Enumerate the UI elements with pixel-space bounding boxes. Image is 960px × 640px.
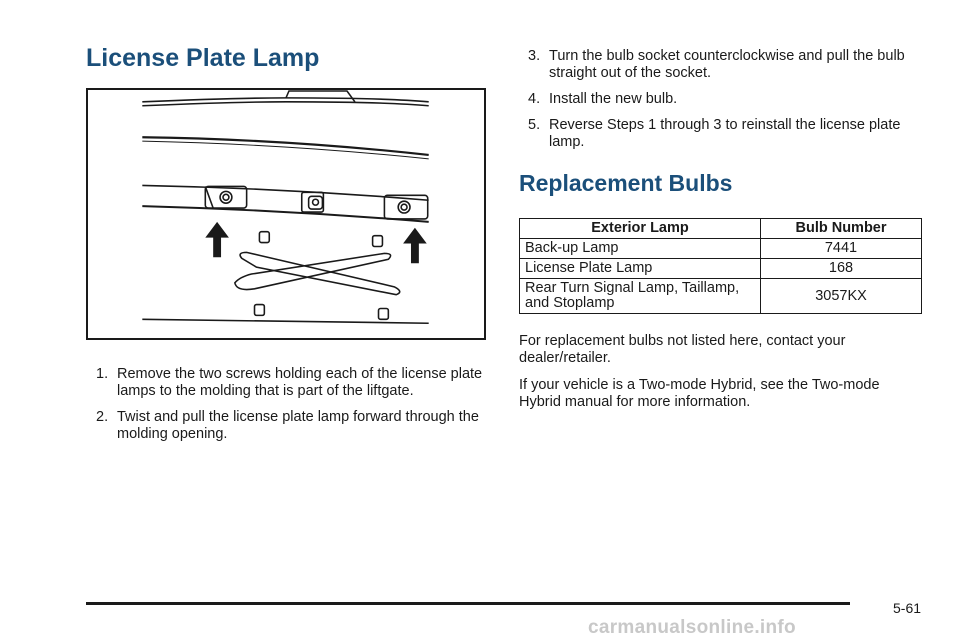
step-number: 4. xyxy=(528,91,541,107)
step-number: 3. xyxy=(528,48,541,64)
table-row xyxy=(520,239,922,259)
liftgate-molding-drawing xyxy=(88,90,484,338)
page-number: 5-61 xyxy=(893,600,922,616)
table-cell: License Plate Lamp xyxy=(520,259,761,279)
step-item xyxy=(528,91,922,108)
step-text: Reverse Steps 1 through 3 to reinstall the license plate lamp. xyxy=(549,117,901,150)
step-number: 1. xyxy=(96,366,109,382)
step-number: 5. xyxy=(528,117,541,133)
step-text: Twist and pull the license plate lamp forward through the molding opening. xyxy=(117,409,479,442)
table-row xyxy=(520,259,922,279)
table-row xyxy=(520,279,922,314)
step-item xyxy=(96,366,490,400)
watermark: carmanualsonline.info xyxy=(588,617,796,638)
table-header-row xyxy=(520,219,922,239)
step-item xyxy=(528,117,922,151)
replacement-bulbs-table xyxy=(519,218,922,314)
paragraph: If your vehicle is a Two-mode Hybrid, see the Two-mode Hybrid manual for more information. xyxy=(519,377,880,410)
table-cell: Back-up Lamp xyxy=(520,239,761,259)
step-text: Remove the two screws holding each of the license plate lamps to the molding that is part of the liftgate. xyxy=(117,366,483,399)
table-cell: 3057KX xyxy=(761,279,922,314)
step-text: Turn the bulb socket counterclockwise and pull the bulb straight out of the socket. xyxy=(549,48,905,81)
license-plate-lamp-illustration xyxy=(86,88,486,340)
table-cell: 168 xyxy=(761,259,922,279)
column-header: Bulb Number xyxy=(761,219,922,239)
section-title: Replacement Bulbs xyxy=(519,170,733,196)
paragraph: For replacement bulbs not listed here, contact your dealer/retailer. xyxy=(519,333,846,366)
table-cell: Rear Turn Signal Lamp, Taillamp, and Stoplamp xyxy=(520,279,761,314)
table-cell: 7441 xyxy=(761,239,922,259)
steps-list-right xyxy=(528,48,922,160)
step-number: 2. xyxy=(96,409,109,425)
footer-rule xyxy=(86,602,850,605)
steps-list-left xyxy=(96,366,490,452)
page-title: License Plate Lamp xyxy=(86,44,320,72)
step-item xyxy=(96,409,490,443)
step-text: Install the new bulb. xyxy=(549,91,678,107)
step-item xyxy=(528,48,922,82)
column-header: Exterior Lamp xyxy=(520,219,761,239)
